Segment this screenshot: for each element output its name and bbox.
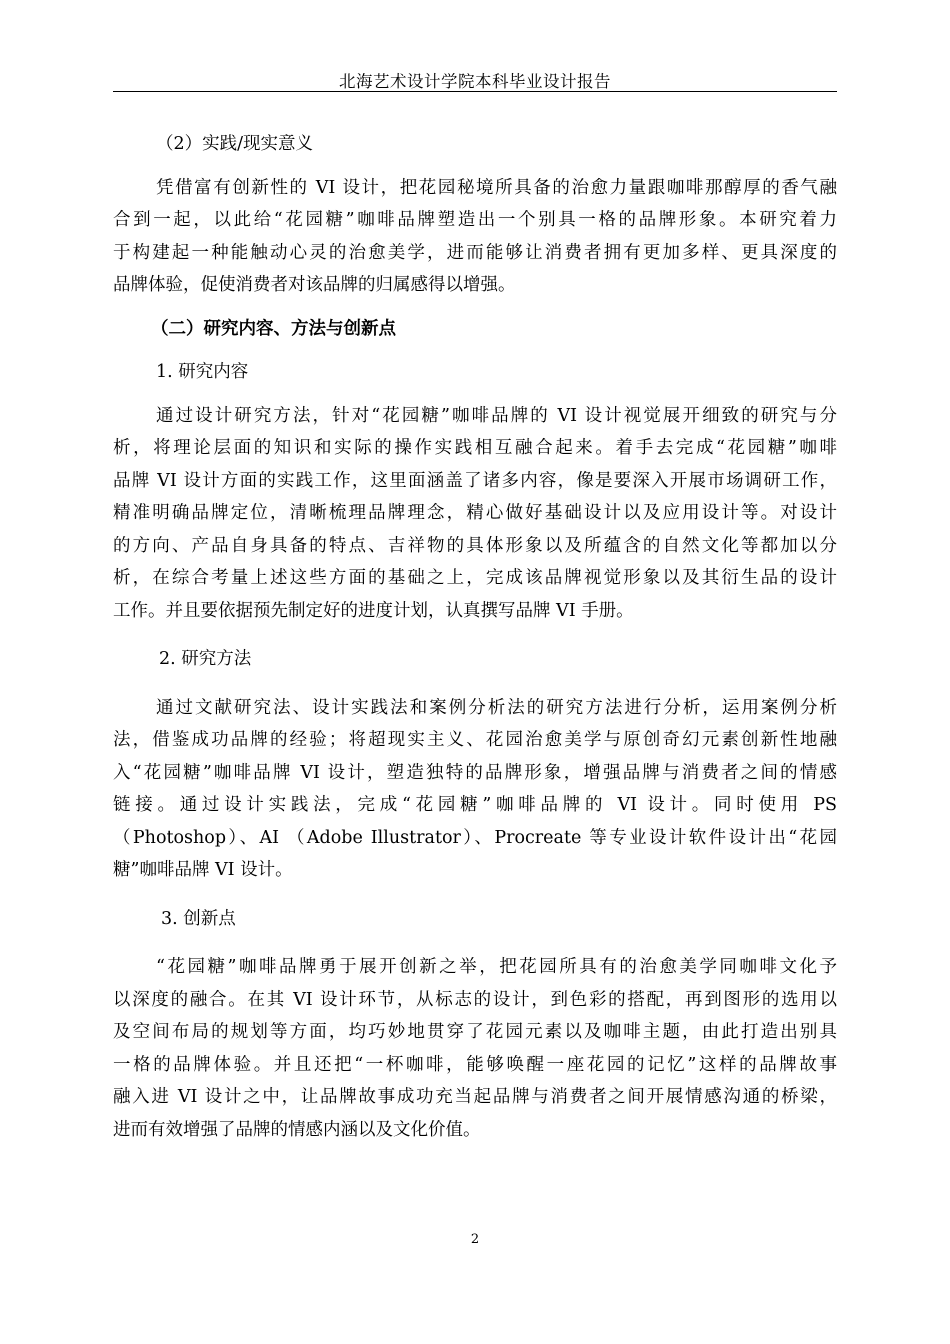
paragraph-line: 通过设计研究方法，针对“花园糖”咖啡品牌的 VI 设计视觉展开细致的研究与分 <box>156 405 837 426</box>
paragraph-line: 品牌体验，促使消费者对该品牌的归属感得以增强。 <box>113 275 516 295</box>
practice-paragraph <box>113 172 837 302</box>
paragraph-line: 融入进 VI 设计之中，让品牌故事成功充当起品牌与消费者之间开展情感沟通的桥梁， <box>113 1087 837 1107</box>
section-heading-part2: （二）研究内容、方法与创新点 <box>151 318 396 339</box>
paragraph-line: 凭借富有创新性的 VI 设计，把花园秘境所具备的治愈力量跟咖啡那醇厚的香气融 <box>156 177 837 198</box>
content-paragraph <box>113 400 837 628</box>
paragraph-line: 析，将理论层面的知识和实际的操作实践相互融合起来。着手去完成“花园糖”咖啡 <box>113 438 837 458</box>
innovation-paragraph <box>113 951 837 1146</box>
paragraph-line: （Photoshop）、AI （Adobe Illustrator）、Procreate 等专业设计软件设计出“花园 <box>113 827 837 848</box>
paragraph-line: 以深度的融合。在其 VI 设计环节，从标志的设计，到色彩的搭配，再到图形的选用以 <box>113 989 837 1010</box>
paragraph-line: 糖”咖啡品牌 VI 设计。 <box>113 860 293 880</box>
paragraph-line: 一格的品牌体验。并且还把“一杯咖啡，能够唤醒一座花园的记忆”这样的品牌故事 <box>113 1054 837 1075</box>
paragraph-line: 入“花园糖”咖啡品牌 VI 设计，塑造独特的品牌形象，增强品牌与消费者之间的情感 <box>113 762 837 783</box>
paragraph-line: 及空间布局的规划等方面，均巧妙地贯穿了花园元素以及咖啡主题，由此打造出别具 <box>113 1022 837 1042</box>
innovation-heading: 3. 创新点 <box>161 908 236 929</box>
paragraph-line: 法，借鉴成功品牌的经验；将超现实主义、花园治愈美学与原创奇幻元素创新性地融 <box>113 730 837 750</box>
paragraph-line: 析，在综合考量上述这些方面的基础之上，完成该品牌视觉形象以及其衍生品的设计 <box>113 568 837 588</box>
paragraph-line: “花园糖”咖啡品牌勇于展开创新之举，把花园所具有的治愈美学同咖啡文化予 <box>156 957 837 977</box>
document-body <box>113 128 837 1146</box>
practice-heading: （2）实践/现实意义 <box>156 134 314 154</box>
method-heading: 2. 研究方法 <box>159 649 252 669</box>
paragraph-line: 精准明确品牌定位，清晰梳理品牌理念，精心做好基础设计以及应用设计等。对设计 <box>113 503 837 523</box>
content-heading: 1. 研究内容 <box>156 362 249 382</box>
paragraph-line: 的方向、产品自身具备的特点、吉祥物的具体形象以及所蕴含的自然文化等都加以分 <box>113 535 837 556</box>
page-header-title: 北海艺术设计学院本科毕业设计报告 <box>339 72 611 91</box>
method-paragraph <box>113 692 837 887</box>
paragraph-line: 进而有效增强了品牌的情感内涵以及文化价值。 <box>113 1119 481 1140</box>
paragraph-line: 链接。通过设计实践法，完成“花园糖”咖啡品牌的 VI 设计。同时使用 PS <box>113 795 837 815</box>
paragraph-line: 通过文献研究法、设计实践法和案例分析法的研究方法进行分析，运用案例分析 <box>156 697 837 718</box>
paragraph-line: 工作。并且要依据预先制定好的进度计划，认真撰写品牌 VI 手册。 <box>113 600 634 621</box>
paragraph-line: 于构建起一种能触动心灵的治愈美学，进而能够让消费者拥有更加多样、更具深度的 <box>113 242 837 263</box>
paragraph-line: 合到一起，以此给“花园糖”咖啡品牌塑造出一个别具一格的品牌形象。本研究着力 <box>113 210 837 230</box>
header-divider <box>113 91 837 92</box>
page-number: 2 <box>470 1232 480 1247</box>
paragraph-line: 品牌 VI 设计方面的实践工作，这里面涵盖了诸多内容，像是要深入开展市场调研工作， <box>113 470 837 491</box>
